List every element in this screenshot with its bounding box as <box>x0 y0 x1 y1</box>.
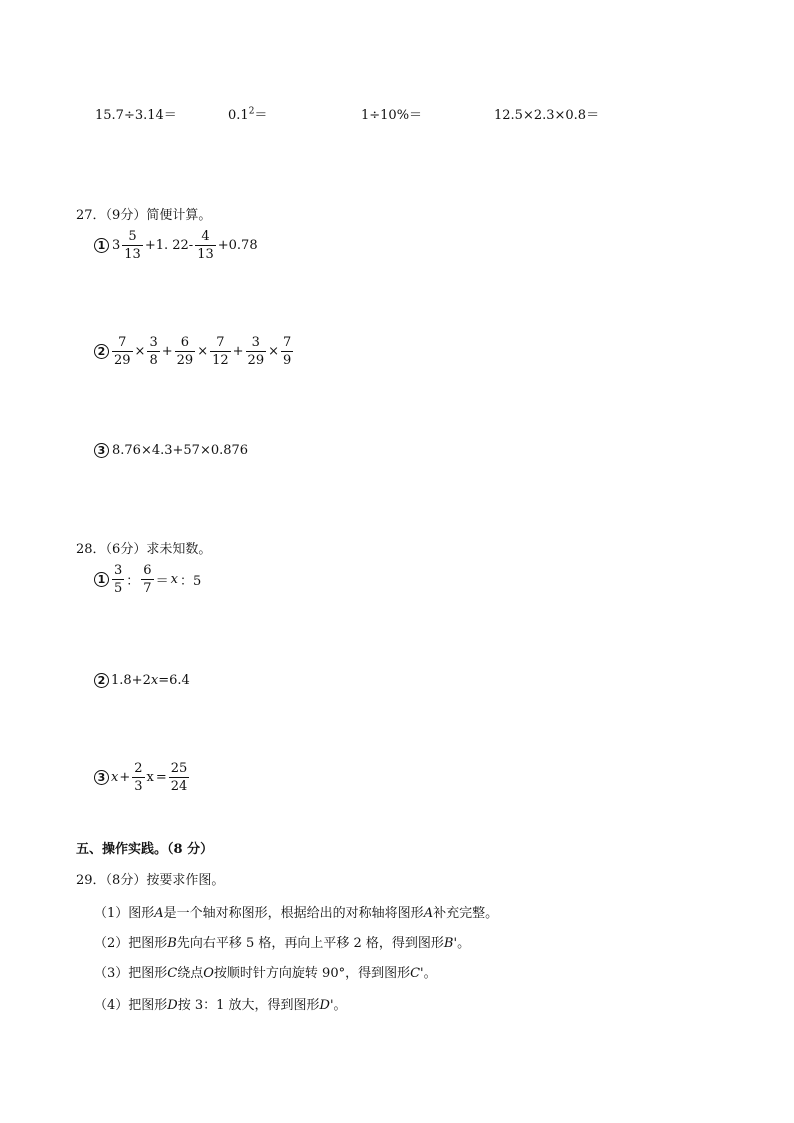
equation-prefix: 1.8+2 <box>111 673 151 688</box>
q28-part1 <box>94 564 202 595</box>
oral-calc-1: 15.7÷3.14＝ <box>95 108 177 123</box>
item-text: （3）把图形 <box>94 966 168 981</box>
variable-x: x <box>111 770 119 785</box>
figure-label: A <box>154 906 164 921</box>
times-sign: × <box>134 344 146 359</box>
q28-title: 28．（6分）求未知数。 <box>76 542 212 557</box>
numerator: 3 <box>114 563 123 578</box>
operator-text: +0.78 <box>217 238 258 253</box>
numerator: 7 <box>283 335 292 350</box>
q27-part3 <box>94 443 249 458</box>
fraction <box>210 336 231 367</box>
circle-number-3: 3 <box>94 770 109 785</box>
numerator: 5 <box>128 229 137 244</box>
item-text: 。 <box>333 998 347 1013</box>
fraction <box>112 564 124 595</box>
variable-x: x <box>146 770 154 785</box>
equals-sign: ＝ <box>155 574 169 589</box>
numerator: 6 <box>143 563 152 578</box>
figure-label: B' <box>443 936 458 951</box>
denominator: 13 <box>124 247 141 262</box>
oral-calc-2 <box>228 104 267 123</box>
circle-number-2: 2 <box>94 344 109 359</box>
numerator: 7 <box>118 335 127 350</box>
section5-title: 五、操作实践。（8 分） <box>76 842 214 857</box>
q28-part3 <box>94 762 190 793</box>
fraction <box>112 336 133 367</box>
ratio-rest: ：5 <box>179 574 202 589</box>
times-sign: × <box>197 344 209 359</box>
variable-x: x <box>170 572 178 587</box>
item-text: 补充完整。 <box>433 906 499 921</box>
q29-item-1 <box>94 902 498 921</box>
denominator: 3 <box>134 779 143 794</box>
q29-item-2 <box>94 932 470 951</box>
expression: 8.76×4.3+57×0.876 <box>112 443 249 458</box>
circle-number-2: 2 <box>94 673 109 688</box>
fraction <box>132 762 144 793</box>
item-text: 。 <box>457 936 471 951</box>
item-text: （4）把图形 <box>94 998 168 1013</box>
numerator: 3 <box>251 335 260 350</box>
denominator: 29 <box>114 353 131 368</box>
oral-calc-2-base: 0.1 <box>228 108 249 123</box>
figure-label: C <box>167 966 178 981</box>
operator-text: +1. 22- <box>144 238 194 253</box>
whole-number: 3 <box>112 238 121 253</box>
figure-label: A <box>423 906 434 921</box>
fraction <box>195 230 216 261</box>
oral-calc-2-eq: ＝ <box>254 108 268 123</box>
circle-number-3: 3 <box>94 443 109 458</box>
denominator: 29 <box>176 353 194 368</box>
denominator: 29 <box>247 353 265 368</box>
item-text: 先向右平移 5 格，再向上平移 2 格，得到图形 <box>176 936 444 951</box>
variable-x: x <box>150 673 159 688</box>
denominator: 7 <box>143 581 152 596</box>
q27-title: 27．（9分）简便计算。 <box>76 208 212 223</box>
numerator: 6 <box>180 335 190 350</box>
equals-sign: = <box>155 770 167 785</box>
numerator: 25 <box>170 761 188 776</box>
q27-part1 <box>94 230 259 261</box>
figure-label: D <box>167 998 178 1013</box>
oral-calc-2-exp: 2 <box>248 106 255 117</box>
circle-number-1: 1 <box>94 238 109 253</box>
item-text: 。 <box>423 966 437 981</box>
circle-number-1: 1 <box>94 572 109 587</box>
point-label: O <box>203 966 214 981</box>
figure-label: B <box>167 936 177 951</box>
item-text: 按 3：1 放大，得到图形 <box>177 998 320 1013</box>
ratio-colon: ： <box>126 574 140 589</box>
q29-item-3 <box>94 962 437 981</box>
equation-suffix: =6.4 <box>158 673 190 688</box>
item-text: （1）图形 <box>94 906 155 921</box>
item-text: 是一个轴对称图形，根据给出的对称轴将图形 <box>163 906 424 921</box>
numerator: 7 <box>216 335 225 350</box>
q27-part2 <box>94 336 294 367</box>
item-text: 按顺时针方向旋转 90°，得到图形 <box>213 966 411 981</box>
q29-title: 29．（8分）按要求作图。 <box>76 873 225 888</box>
q28-part2 <box>94 673 190 688</box>
times-sign: × <box>268 344 279 359</box>
fraction <box>175 336 196 367</box>
numerator: 4 <box>201 229 210 244</box>
item-text: （2）把图形 <box>94 936 168 951</box>
denominator: 13 <box>197 247 214 262</box>
oral-calc-4: 12.5×2.3×0.8＝ <box>494 108 600 123</box>
plus-sign: + <box>161 344 173 359</box>
numerator: 2 <box>134 761 143 776</box>
plus-sign: + <box>232 344 244 359</box>
denominator: 9 <box>283 353 292 368</box>
fraction <box>141 564 153 595</box>
item-text: 绕点 <box>177 966 204 981</box>
denominator: 8 <box>149 353 158 368</box>
fraction <box>281 336 293 367</box>
plus-sign: + <box>119 770 131 785</box>
denominator: 12 <box>212 353 229 368</box>
figure-label: D' <box>319 998 334 1013</box>
denominator: 24 <box>170 779 188 794</box>
oral-calc-3: 1÷10%＝ <box>361 108 423 123</box>
figure-label: C' <box>410 966 424 981</box>
denominator: 5 <box>114 581 123 596</box>
numerator: 3 <box>149 335 158 350</box>
fraction <box>169 762 190 793</box>
q29-item-4 <box>94 994 347 1013</box>
fraction <box>122 230 143 261</box>
fraction <box>246 336 267 367</box>
fraction <box>147 336 159 367</box>
